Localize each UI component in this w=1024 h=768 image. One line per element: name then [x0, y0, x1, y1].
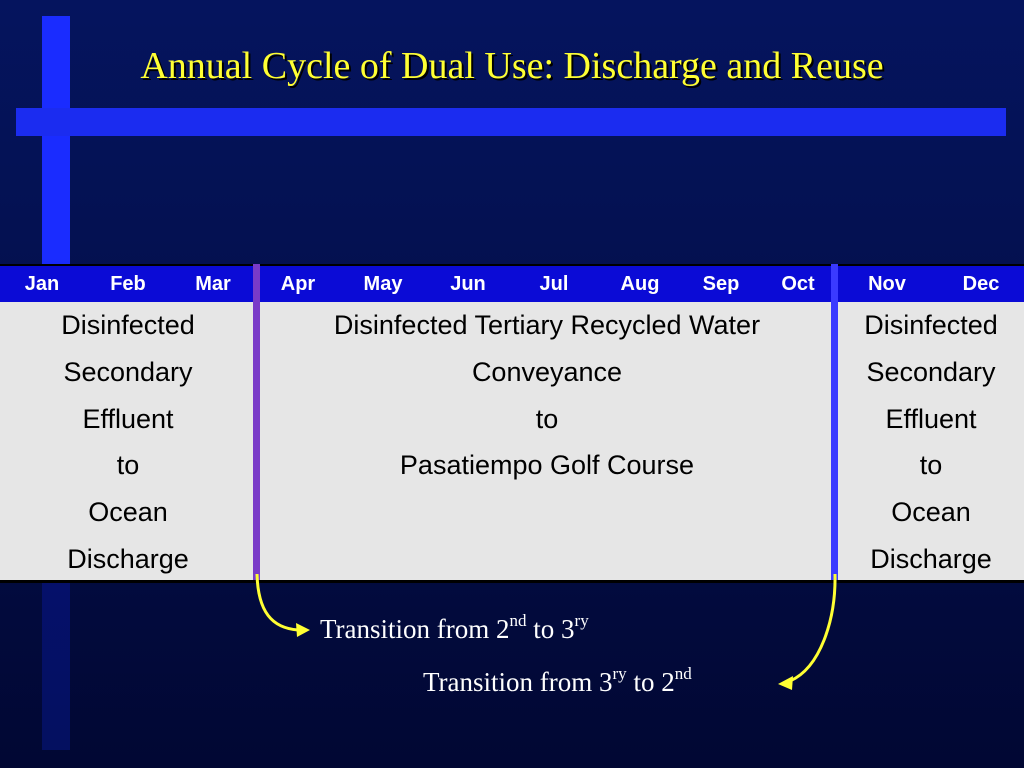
period-line: Ocean — [88, 497, 168, 528]
period-line: to — [116, 450, 140, 481]
month-label: Nov — [868, 273, 906, 295]
month-label: Feb — [110, 273, 146, 295]
period-line: Discharge — [67, 543, 189, 574]
period-line: Disinfected — [61, 310, 195, 340]
month-label: Dec — [962, 273, 1000, 295]
month-label: Sep — [702, 273, 740, 295]
period-line: Disinfected Tertiary Recycled Water — [333, 310, 761, 340]
transition-label-second: Transition from $3^{ry}$ to 2nd — [423, 664, 692, 697]
month-label: Aug — [620, 273, 660, 295]
arrow-to-tertiary — [257, 574, 298, 630]
period-line: to — [535, 403, 559, 434]
month-label: Jul — [539, 273, 569, 295]
month-label: Oct — [781, 273, 815, 295]
arrow-to-secondary — [790, 574, 835, 681]
page-title: Annual Cycle of Dual Use: Discharge and Reuse — [140, 45, 884, 87]
period-line: to — [919, 450, 943, 481]
period-line: Effluent — [885, 403, 977, 434]
period-line: Conveyance — [471, 356, 623, 387]
period-line: Pasatiempo Golf Course — [399, 450, 695, 481]
period-line: Disinfected — [864, 310, 998, 340]
month-label: Jun — [450, 273, 486, 295]
month-label: Apr — [280, 273, 316, 295]
month-label: Jan — [24, 273, 60, 295]
transition-label-first: Transition from 2nd to $3^{ry}$ — [320, 611, 589, 644]
month-label: May — [363, 273, 403, 295]
arrowhead-icon — [296, 623, 310, 637]
period-line: Discharge — [870, 543, 992, 574]
period-line: Ocean — [891, 497, 971, 528]
month-label: Mar — [195, 273, 231, 295]
arrowhead-icon — [778, 676, 793, 690]
period-line: Effluent — [82, 403, 174, 434]
period-line: Secondary — [866, 356, 996, 387]
period-line: Secondary — [63, 356, 193, 387]
